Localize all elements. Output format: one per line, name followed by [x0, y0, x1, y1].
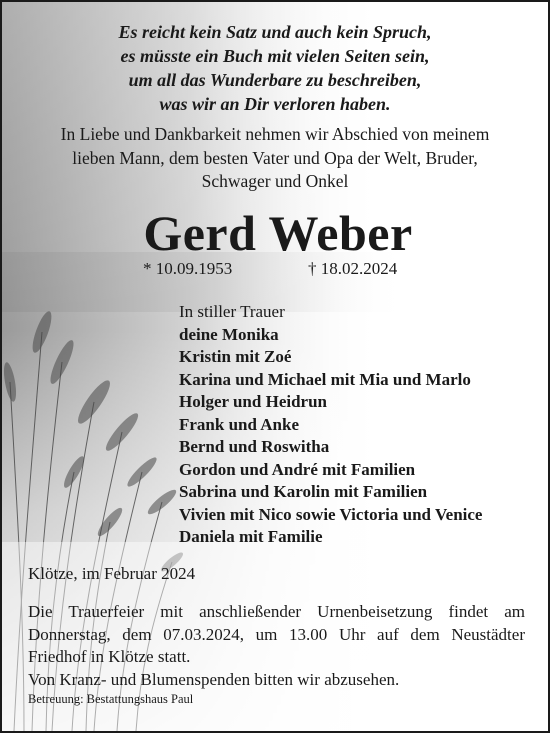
mourner: Gordon und André mit Familien	[179, 459, 416, 479]
mourner: Vivien mit Nico sowie Victoria und Venice	[179, 504, 483, 524]
service-line: Die Trauerfeier mit anschließender Urnenbeisetzung findet am	[28, 602, 525, 621]
death-date: † 18.02.2024	[308, 259, 398, 278]
farewell-text	[2, 123, 548, 194]
service-line: Donnerstag, dem 07.03.2024, um 13.00 Uhr auf dem Neustädter	[28, 624, 525, 644]
funeral-home-credit: Betreuung: Bestattungshaus Paul	[28, 692, 194, 706]
mourner: Sabrina und Karolin mit Familien	[179, 482, 428, 501]
farewell-line: lieben Mann, dem besten Vater und Opa der Welt, Bruder,	[72, 147, 478, 168]
verse-line: was wir an Dir verloren haben.	[159, 94, 391, 114]
place-and-date: Klötze, im Februar 2024	[28, 564, 196, 583]
verse-line: um all das Wunderbare zu beschreiben,	[128, 70, 422, 90]
service-line: Von Kranz- und Blumenspenden bitten wir abzusehen.	[28, 669, 400, 689]
memorial-verse	[2, 20, 548, 116]
mourner: Frank und Anke	[179, 414, 299, 434]
mourner: Kristin mit Zoé	[179, 347, 292, 366]
mourner: deine Monika	[179, 324, 279, 344]
service-line: Friedhof in Klötze statt.	[28, 647, 191, 666]
mourner: Daniela mit Familie	[179, 527, 323, 546]
verse-line: Es reicht kein Satz und auch kein Spruch,	[118, 22, 432, 42]
mourner: Holger und Heidrun	[179, 392, 327, 411]
deceased-name: Gerd Weber	[143, 205, 413, 261]
mourners-list	[179, 301, 482, 549]
farewell-line: In Liebe und Dankbarkeit nehmen wir Abschied von meinem	[60, 124, 490, 144]
mourner: Karina und Michael mit Mia und Marlo	[179, 369, 471, 389]
mourner: Bernd und Roswitha	[179, 437, 330, 456]
birth-date: * 10.09.1953	[143, 259, 233, 278]
verse-line: es müsste ein Buch mit vielen Seiten sein,	[120, 46, 430, 66]
funeral-service-info	[28, 601, 525, 691]
farewell-line: Schwager und Onkel	[201, 171, 349, 191]
mourners-lead: In stiller Trauer	[179, 302, 285, 321]
